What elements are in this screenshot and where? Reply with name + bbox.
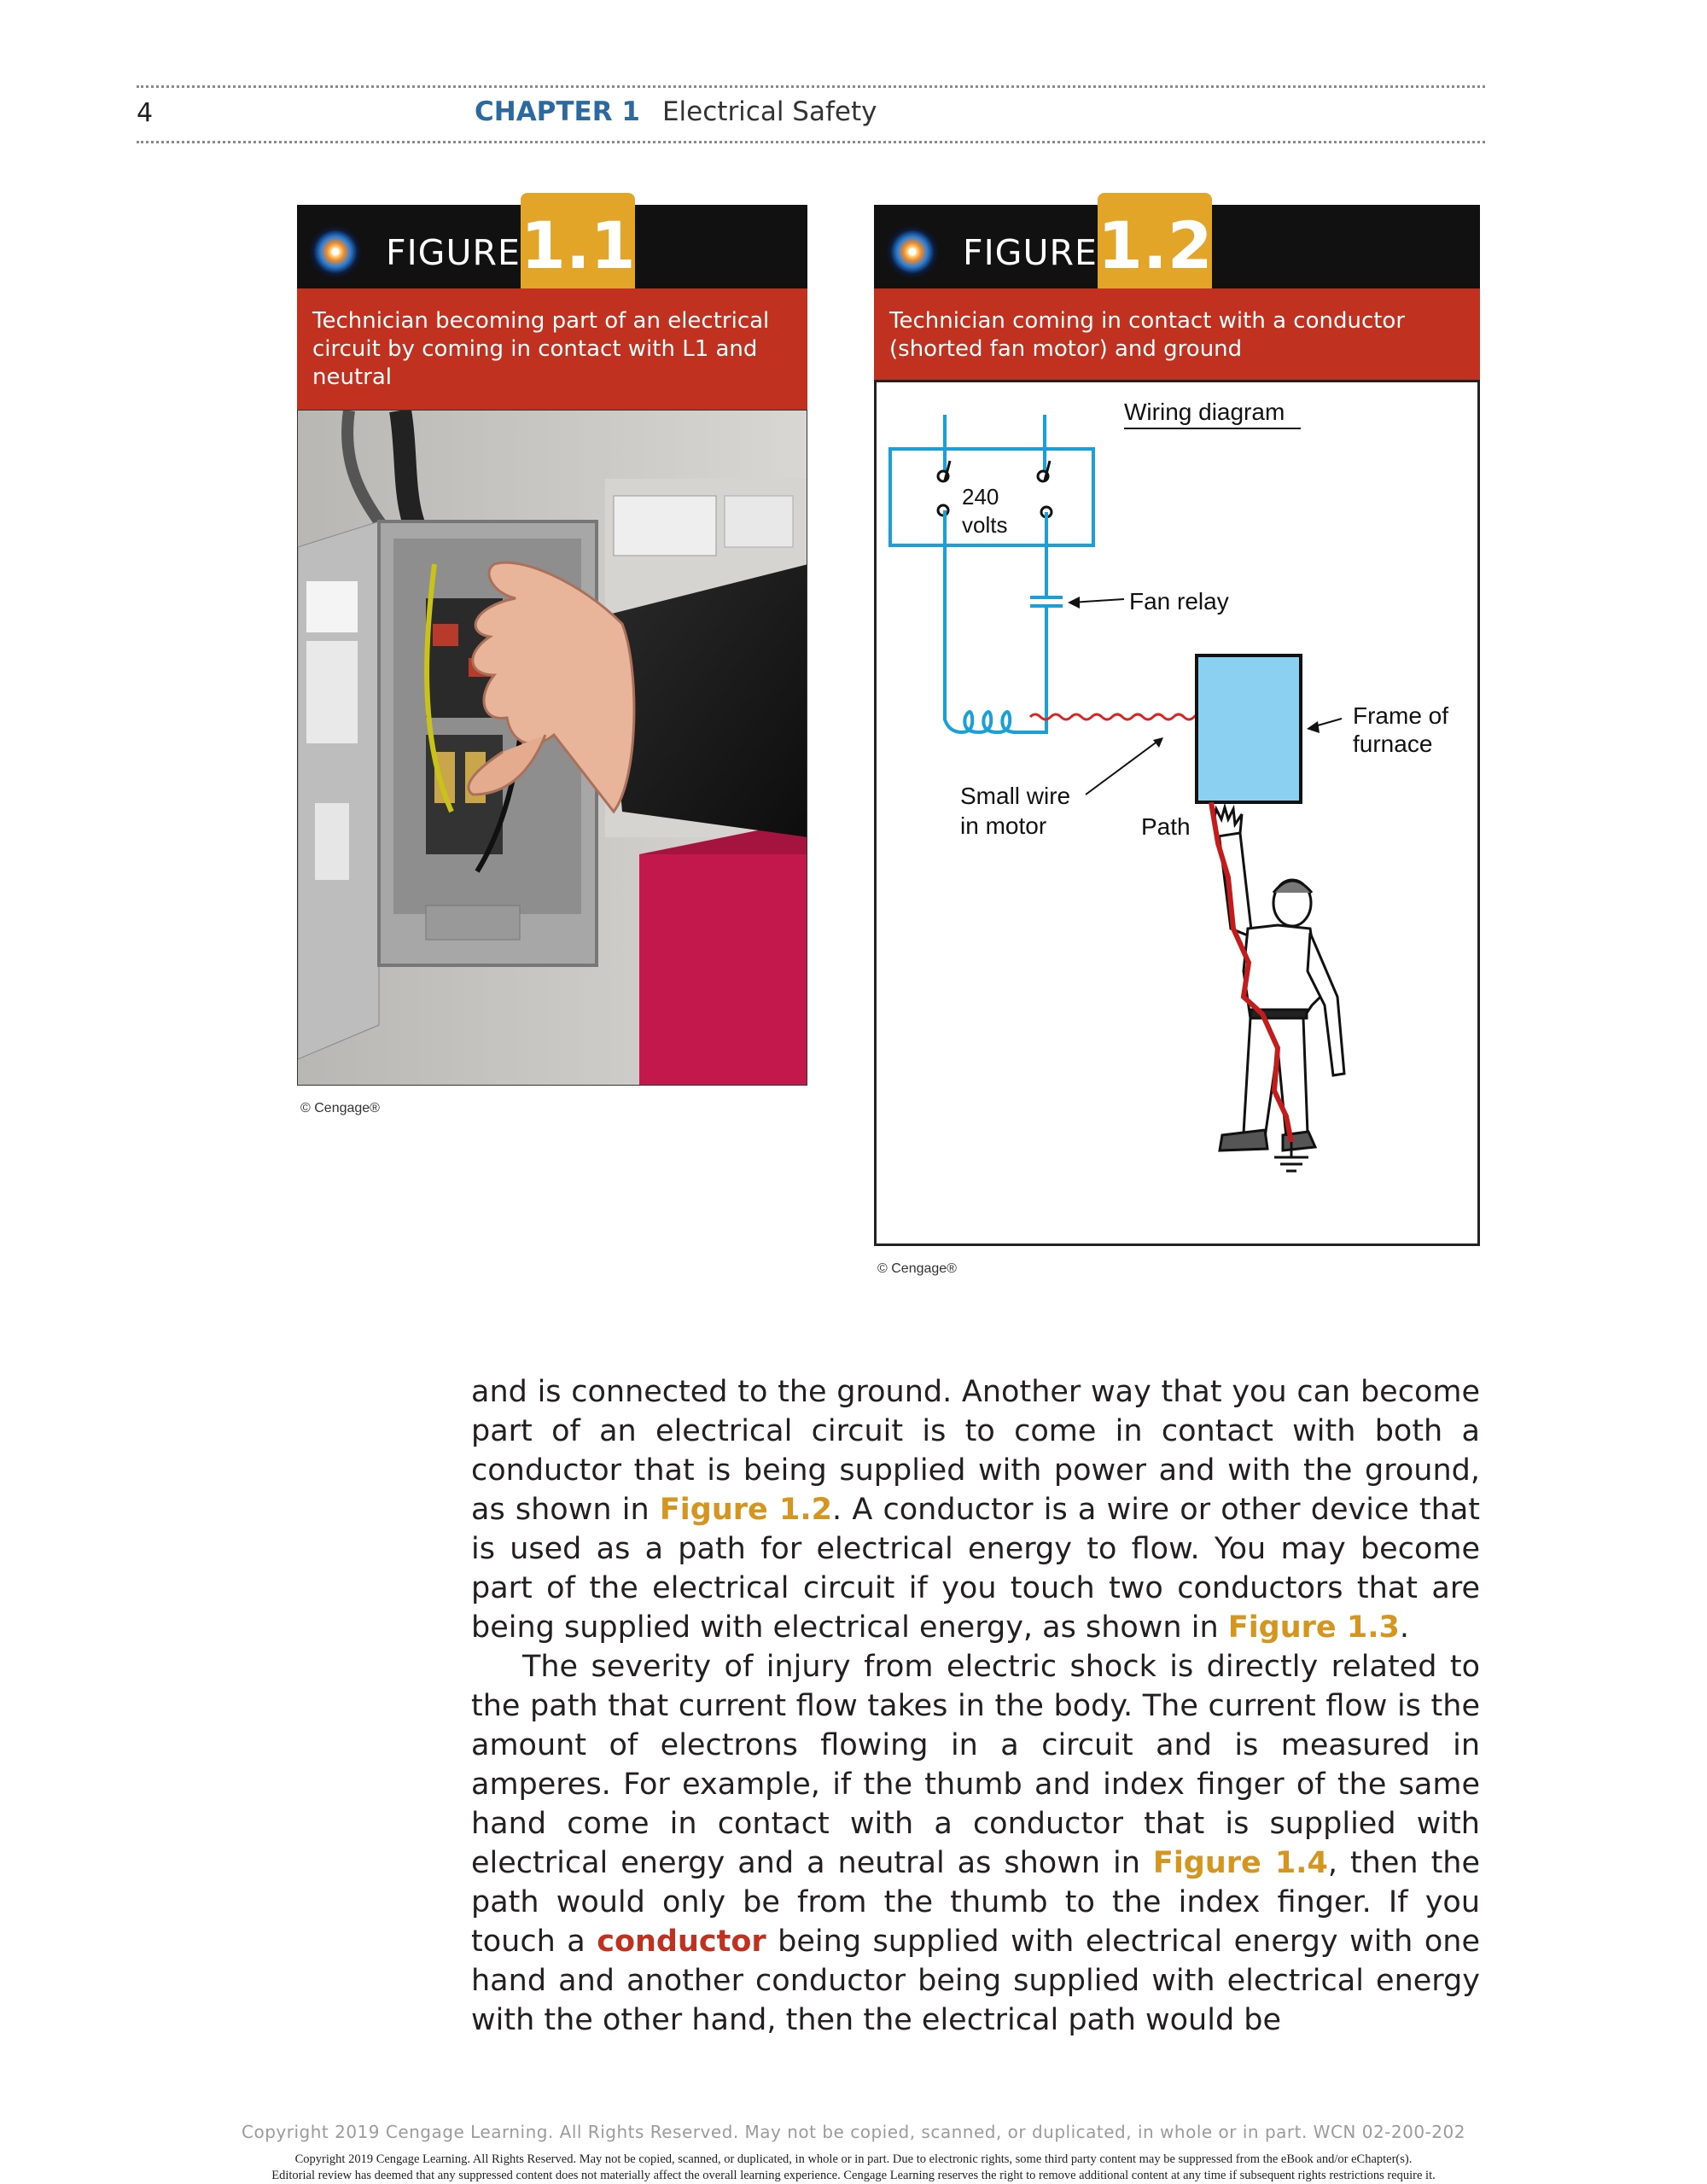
- short-wire: [1030, 714, 1204, 719]
- header-rule-bottom: [137, 141, 1485, 143]
- chapter-header: [475, 96, 877, 127]
- page-number: 4: [137, 98, 154, 128]
- figure-number: 1.1: [521, 193, 635, 299]
- figure-1-3-link[interactable]: Figure 1.3: [1227, 1610, 1400, 1645]
- header-rule-top: [137, 85, 1485, 88]
- figure-swirl-icon: [884, 224, 941, 280]
- motor-winding: [945, 711, 1046, 732]
- technician-hand-in-panel-photo: [298, 411, 807, 1086]
- diagram-title: Wiring diagram: [1124, 399, 1285, 425]
- figure-swirl-icon: [307, 224, 364, 280]
- figure-1-1-header: [297, 205, 807, 299]
- paragraph-2: The severity of injury from electric shock is directly related to the path that current flow takes in the body. The current flow is the amount of electrons flowing in a circuit and is measured in amperes. For example, if the thumb and index finger of the same hand come in contact with a conductor that is supplied with electrical energy and a neutral as shown in Figure 1.4, then the path would only be from the thumb to the index finger. If you touch a conductor being supplied with electrical energy with one hand and another conductor being supplied with electrical energy with the other hand, then the electrical path would be: [471, 1650, 1481, 2037]
- figure-1-2-link[interactable]: Figure 1.2: [659, 1493, 833, 1527]
- footer-rights-line-2: Editorial review has deemed that any suppressed content does not materially affect the overall learning experience. Cengage Learning reserves the right to remove additional content at any time if subsequent rights restrictions require it.: [271, 2169, 1436, 2182]
- voltage-label-line1: 240: [962, 484, 999, 510]
- path-label: Path: [1141, 813, 1191, 840]
- figure-1-1-photo: [297, 410, 807, 1086]
- chapter-title: Electrical Safety: [661, 96, 877, 127]
- figure-1-2-credit: © Cengage®: [877, 1261, 957, 1276]
- body-text: [471, 1372, 1480, 2040]
- figure-1-4-link[interactable]: Figure 1.4: [1152, 1846, 1328, 1880]
- figure-1-2-caption: Technician coming in contact with a conductor (shorted fan motor) and ground: [874, 288, 1480, 382]
- figure-1-1-credit: © Cengage®: [300, 1101, 380, 1115]
- figure-1-1-caption: Technician becoming part of an electrical circuit by coming in contact with L1 and neutral: [297, 288, 807, 410]
- frame-label-line1: Frame of: [1353, 702, 1449, 729]
- frame-label-line2: furnace: [1353, 731, 1433, 757]
- footer-rights-notice: [0, 2152, 1707, 2184]
- fan-relay-label: Fan relay: [1129, 588, 1229, 614]
- footer-copyright: Copyright 2019 Cengage Learning. All Rights Reserved. May not be copied, scanned, or duplicated, in whole or in part. WCN 02-200-202: [242, 2122, 1465, 2142]
- glossary-term-conductor[interactable]: conductor: [597, 1925, 766, 1959]
- figure-number: 1.2: [1098, 193, 1212, 299]
- figure-label: FIGURE: [963, 232, 1098, 273]
- footer-rights-line-1: Copyright 2019 Cengage Learning. All Rights Reserved. May not be copied, scanned, or duplicated, in whole or in part. Due to electronic rights, some third party content may be suppressed from the eBook and/or eChapter(s).: [294, 2152, 1413, 2166]
- figure-1-2-header: [874, 205, 1480, 299]
- paragraph-1: and is connected to the ground. Another way that you can become part of an electrical circuit is to come in contact with both a conductor that is being supplied with power and with the ground, as shown in Figure 1.2. A conductor is a wire or other device that is used as a path for electrical energy to flow. You may become part of the electrical circuit if you touch two conductors that are being supplied with electrical energy, as shown in Figure 1.3.: [471, 1375, 1481, 1645]
- furnace-frame: [1197, 655, 1301, 802]
- chapter-label: CHAPTER 1: [475, 96, 640, 127]
- figure-label: FIGURE: [386, 232, 521, 273]
- voltage-label-line2: volts: [962, 512, 1008, 538]
- small-wire-label-line1: Small wire: [960, 783, 1071, 809]
- small-wire-label-line2: in motor: [960, 812, 1047, 839]
- figure-1-2-wiring-diagram: [874, 380, 1480, 1246]
